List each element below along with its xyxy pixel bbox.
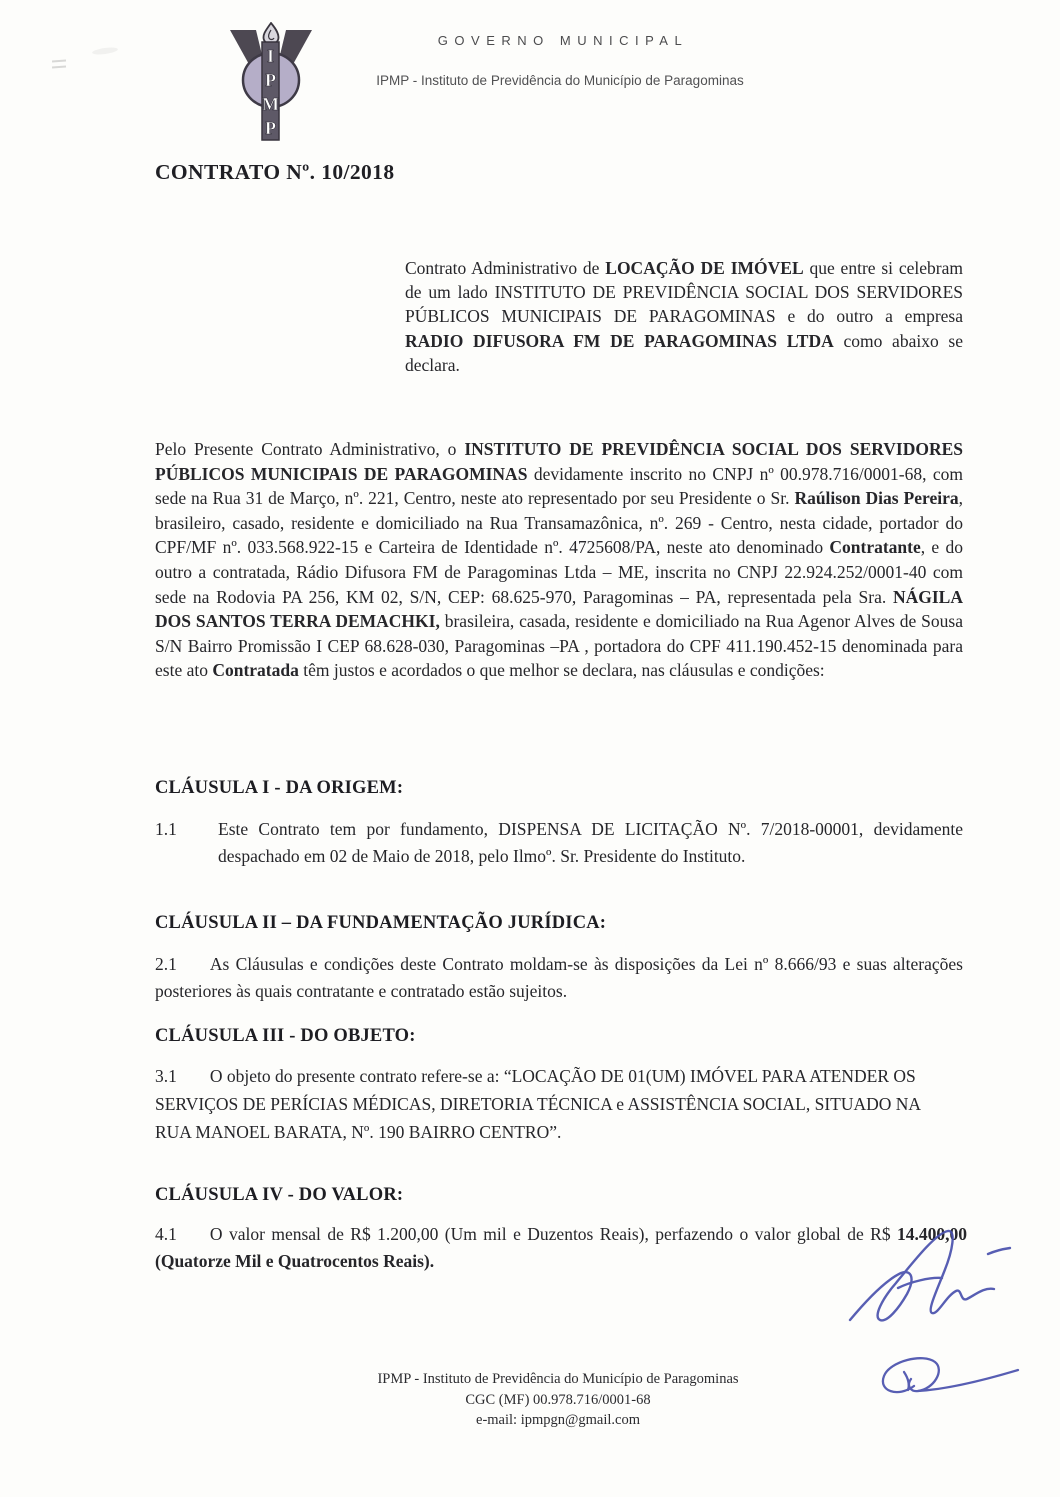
clause-item-3-1	[155, 1062, 955, 1146]
footer-org-line: IPMP - Instituto de Previdência do Município de Paragominas	[377, 1371, 739, 1387]
contract-title: CONTRATO Nº. 10/2018	[155, 160, 395, 184]
clause-item-2-1	[155, 951, 963, 1006]
clause-item-text: O valor mensal de R$ 1.200,00 (Um mil e Duzentos Reais), perfazendo o valor global de R$ 14.400,00 (Quatorze Mil e Quatrocentos Reais).	[155, 1224, 967, 1272]
flame-icon	[263, 23, 278, 44]
logo-letter: I	[266, 46, 275, 66]
clause-item-text: O objeto do presente contrato refere-se a: “LOCAÇÃO DE 01(UM) IMÓVEL PARA ATENDER OS SERVIÇOS DE PERÍCIAS MÉDICAS, DIRETORIA TÉCNICA e ASSISTÊNCIA SOCIAL, SITUADO NA RUA MANOEL BARATA, Nº. 190 BAIRRO CENTRO”.	[155, 1066, 921, 1142]
page-footer	[298, 1369, 818, 1431]
clause-item-number: 3.1	[155, 1066, 177, 1086]
clause-heading-origem: CLÁUSULA I - DA ORIGEM:	[155, 778, 404, 798]
scan-artifact	[52, 60, 66, 69]
clause-item-number: 2.1	[155, 954, 177, 974]
institute-name-label: IPMP - Instituto de Previdência do Município de Paragominas	[376, 73, 744, 88]
footer-email-line: e-mail: ipmpgn@gmail.com	[476, 1412, 640, 1428]
government-label: GOVERNO MUNICIPAL	[437, 33, 689, 48]
logo-letter: P	[265, 118, 276, 138]
clause-heading-objeto: CLÁUSULA III - DO OBJETO:	[155, 1026, 416, 1046]
contract-preamble-paragraph: Pelo Presente Contrato Administrativo, o INSTITUTO DE PREVIDÊNCIA SOCIAL DOS SERVIDORES PÚBLICOS MUNICIPAIS DE PARAGOMINAS devidamente inscrito no CNPJ nº 00.978.716/0001-68, com sede na Rua 31 de Março, nº. 221, Centro, neste ato representado por seu Presidente o Sr. Raúlison Dias Pereira, brasileiro, casado, residente e domiciliado na Rua Transamazônica, nº. 269 - Centro, nesta cidade, portador do CPF/MF nº. 033.568.922-15 e Carteira de Identidade nº. 4725608/PA, neste ato denominado Contratante, e do outro a contratada, Rádio Difusora FM de Paragominas Ltda – ME, inscrita no CNPJ 22.924.252/0001-40 com sede na Rodovia PA 256, KM 02, S/N, CEP: 68.625-970, Paragominas – PA, representada pela Sra. NÁGILA DOS SANTOS TERRA DEMACHKI, brasileira, casada, residente e domiciliado na Rua Agenor Alves de Sousa S/N Bairro Promissão I CEP 68.628-030, Paragominas –PA , portadora do CPF 411.190.452-15 denominada para este ato Contratada têm justos e acordados o que melhor se declara, nas cláusulas e condições:	[155, 439, 964, 681]
ipmp-logo	[226, 22, 316, 144]
clause-item-number: 1.1	[155, 819, 177, 839]
signature-ink-contractor	[870, 1344, 1022, 1404]
clause-item-1-1	[155, 816, 963, 871]
scan-artifact	[92, 46, 119, 56]
footer-cgc-line: CGC (MF) 00.978.716/0001-68	[465, 1391, 651, 1408]
clause-heading-fundamentacao: CLÁUSULA II – DA FUNDAMENTAÇÃO JURÍDICA:	[155, 913, 607, 933]
logo-letter: P	[265, 70, 276, 90]
clause-item-number: 4.1	[155, 1224, 177, 1244]
logo-letter: M	[262, 94, 279, 114]
signature-ink-president	[838, 1222, 1020, 1340]
clause-heading-valor: CLÁUSULA IV - DO VALOR:	[155, 1185, 404, 1205]
clause-item-text: Este Contrato tem por fundamento, DISPENSA DE LICITAÇÃO Nº. 7/2018-00001, devidamente despachado em 02 de Maio de 2018, pelo Ilmoº. Sr. Presidente do Instituto.	[218, 819, 963, 867]
clause-item-text: As Cláusulas e condições deste Contrato moldam-se às disposições da Lei nº 8.666/93 e suas alterações posteriores às quais contratante e contratado estão sujeitos.	[155, 954, 963, 1002]
contract-intro-paragraph: Contrato Administrativo de LOCAÇÃO DE IMÓVEL que entre si celebram de um lado INSTITUTO DE PREVIDÊNCIA SOCIAL DOS SERVIDORES PÚBLICOS MUNICIPAIS DE PARAGOMINAS e do outro a empresa RADIO DIFUSORA FM DE PARAGOMINAS LTDA como abaixo se declara.	[405, 258, 963, 375]
